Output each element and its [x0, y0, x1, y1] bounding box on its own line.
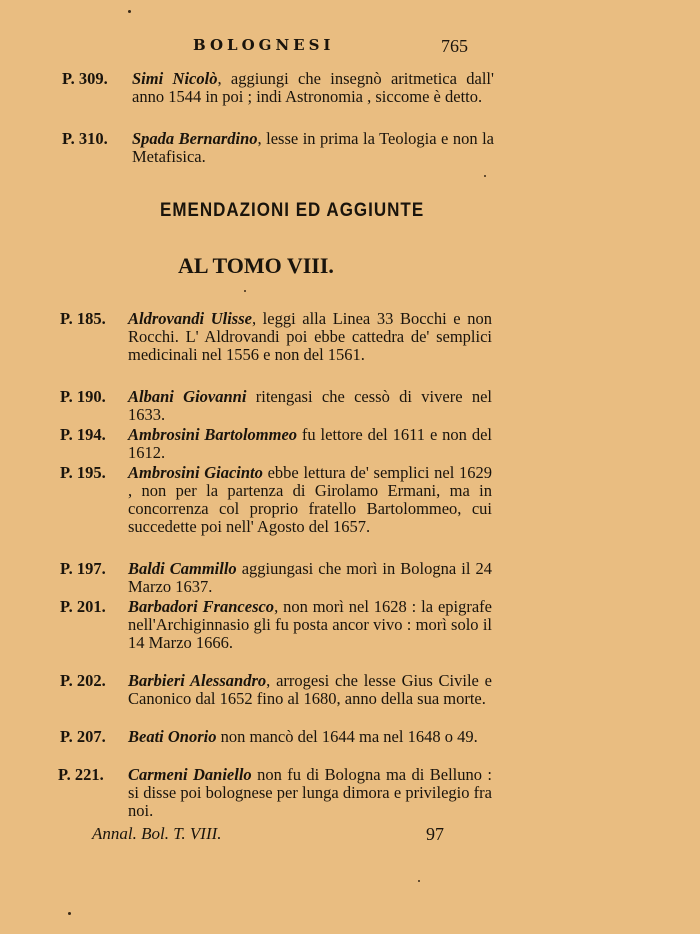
entry-name: Barbadori Francesco [128, 597, 275, 616]
entry-reference: P. 185. [60, 309, 106, 328]
entry-p190 [0, 388, 700, 426]
page-number: 765 [441, 36, 468, 56]
entry-body [132, 70, 494, 106]
printer-signature: Annal. Bol. T. VIII. [92, 824, 222, 843]
entry-body [128, 426, 492, 462]
entry-name: Albani Giovanni [128, 387, 247, 406]
entry-reference: P. 202. [60, 671, 106, 690]
ink-speck [68, 912, 71, 915]
entry-p310 [0, 130, 700, 170]
entry-p185 [0, 310, 700, 388]
entry-p197 [0, 560, 700, 598]
page-footer [0, 824, 700, 848]
entry-body [128, 560, 492, 596]
entry-reference: P. 207. [60, 727, 106, 746]
entry-p221 [0, 766, 700, 822]
entry-p201 [0, 598, 700, 672]
entry-reference: P. 221. [58, 765, 104, 784]
entry-reference: P. 194. [60, 425, 106, 444]
entry-reference: P. 309. [62, 69, 108, 88]
entry-text: non mancò del 1644 ma nel 1648 o 49. [216, 727, 478, 746]
entry-body [128, 464, 492, 536]
ink-speck [484, 175, 486, 177]
errata-list [0, 310, 700, 822]
entry-text: , non morì nel 1628 : la epigrafe nell'Archiginnasio gli fu posta ancor vivo : morì solo il 14 Marzo 1666. [128, 597, 492, 652]
entry-text: non fu di Bologna ma di Belluno : si disse poi bolognese per lunga dimora e privilegio fra noi. [128, 765, 492, 820]
entry-body [128, 388, 492, 424]
entry-reference: P. 201. [60, 597, 106, 616]
ink-speck [418, 880, 420, 882]
entry-text: ritengasi che cessò di vivere nel 1633. [128, 387, 492, 424]
running-title: BOLOGNESI [193, 36, 335, 54]
entry-name: Carmeni Daniello [128, 765, 252, 784]
entry-name: Baldi Cammillo [128, 559, 237, 578]
entry-text: , aggiungi che insegnò aritmetica dall' anno 1544 in poi ; indi Astronomia , siccome è detto. [132, 69, 494, 106]
entry-body [132, 130, 494, 166]
entry-text: , leggi alla Linea 33 Bocchi e non Rocchi. L' Aldrovandi poi ebbe cattedra de' semplici medicinali nel 1556 e non del 1561. [128, 309, 492, 364]
entry-p194 [0, 426, 700, 464]
entry-name: Ambrosini Giacinto [128, 463, 263, 482]
entry-name: Simi Nicolò [132, 69, 218, 88]
entry-body [128, 728, 492, 746]
entry-reference: P. 190. [60, 387, 106, 406]
entry-body [128, 598, 492, 652]
entry-reference: P. 310. [62, 129, 108, 148]
entry-p207 [0, 728, 700, 766]
entry-name: Ambrosini Bartolommeo [128, 425, 298, 444]
page-header [0, 36, 700, 60]
ink-speck [128, 10, 131, 13]
ink-speck [244, 290, 246, 292]
entry-name: Spada Bernardino [132, 129, 258, 148]
entry-name: Beati Onorio [128, 727, 217, 746]
entry-name: Aldrovandi Ulisse [128, 309, 252, 328]
section-heading: EMENDAZIONI ED AGGIUNTE [160, 198, 425, 221]
entry-text: , lesse in prima la Teologia e non la Metafisica. [132, 129, 494, 166]
entry-name: Barbieri Alessandro [128, 671, 267, 690]
entry-text: , arrogesi che lesse Gius Civile e Canonico dal 1652 fino al 1680, anno della sua morte. [128, 671, 492, 708]
section-subheading: AL TOMO VIII. [178, 253, 334, 278]
entry-p309 [0, 70, 700, 130]
entry-p202 [0, 672, 700, 728]
entry-body [128, 672, 492, 708]
continued-entries [0, 70, 700, 170]
entry-body [128, 766, 492, 820]
entry-body [128, 310, 492, 364]
entry-reference: P. 195. [60, 463, 106, 482]
entry-text: fu lettore del 1611 e non del 1612. [128, 425, 492, 462]
entry-reference: P. 197. [60, 559, 106, 578]
entry-text: aggiungasi che morì in Bologna il 24 Marzo 1637. [128, 559, 492, 596]
signature-number: 97 [426, 824, 444, 844]
entry-text: ebbe lettura de' semplici nel 1629 , non per la partenza di Girolamo Ermani, ma in concorrenza col proprio fratello Bartolommeo, cui succedette poi nell' Agosto del 1657. [128, 463, 492, 536]
entry-p195 [0, 464, 700, 560]
